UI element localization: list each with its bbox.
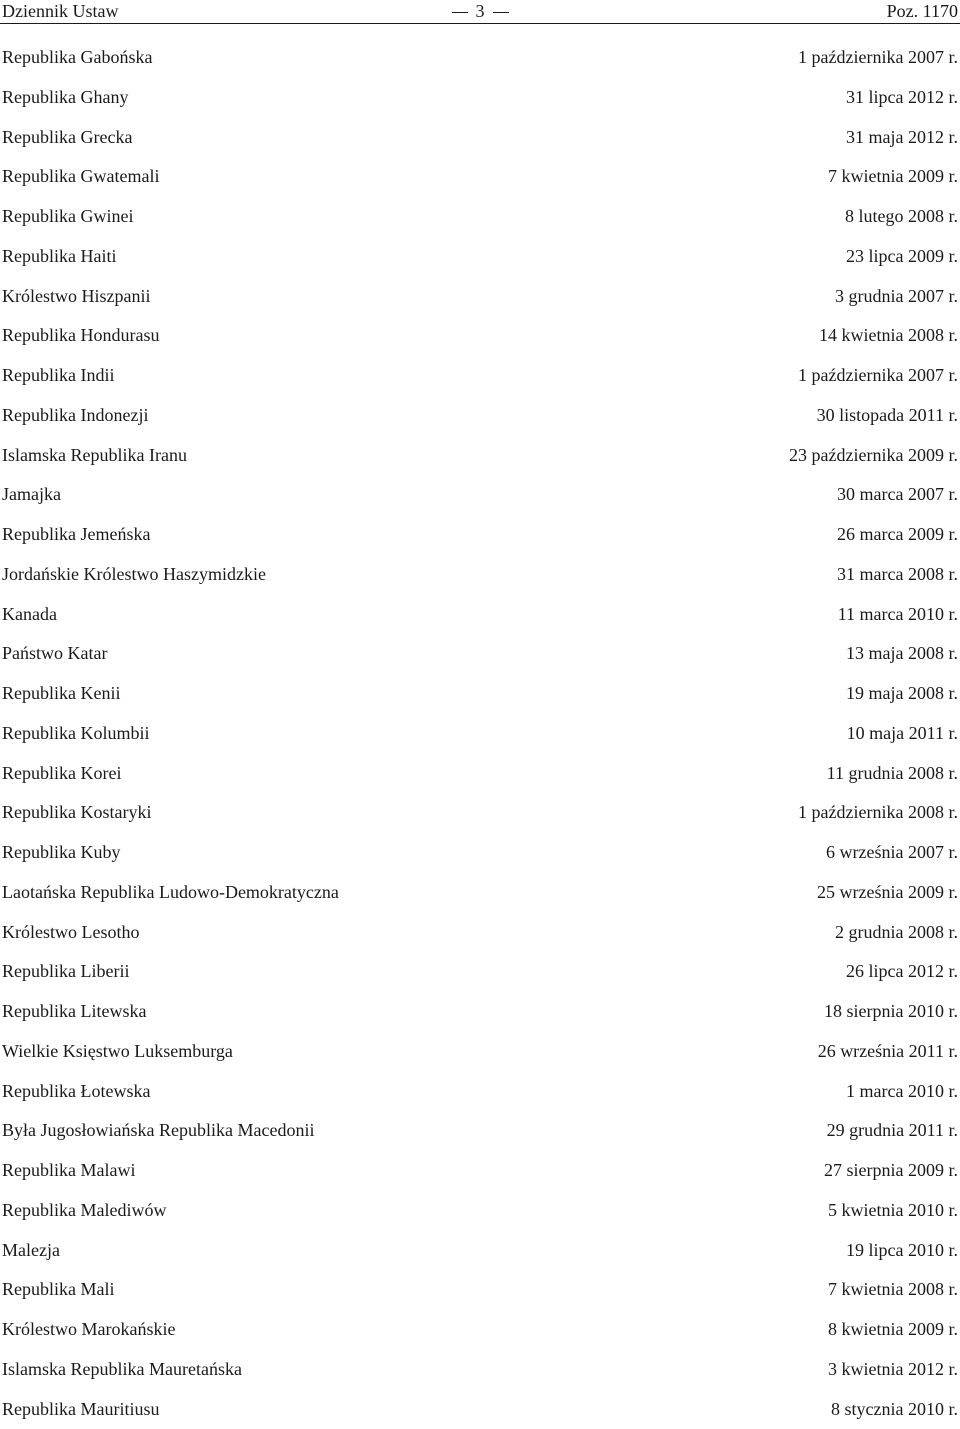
country-name: Republika Korei bbox=[2, 754, 121, 794]
list-item bbox=[0, 157, 960, 197]
country-name: Republika Mauritiusu bbox=[2, 1390, 159, 1429]
date-value: 7 kwietnia 2008 r. bbox=[828, 1270, 958, 1310]
list-item bbox=[0, 595, 960, 635]
country-name: Królestwo Marokańskie bbox=[2, 1310, 175, 1350]
date-value: 1 października 2007 r. bbox=[798, 356, 958, 396]
date-value: 25 września 2009 r. bbox=[817, 873, 958, 913]
country-name: Republika Gwatemali bbox=[2, 157, 159, 197]
date-value: 2 grudnia 2008 r. bbox=[835, 913, 958, 953]
list-item bbox=[0, 197, 960, 237]
list-item bbox=[0, 674, 960, 714]
country-name: Republika Jemeńska bbox=[2, 515, 150, 555]
country-name: Republika Haiti bbox=[2, 237, 116, 277]
date-value: 19 lipca 2010 r. bbox=[846, 1231, 958, 1271]
country-name: Republika Gabońska bbox=[2, 38, 152, 78]
country-name: Jordańskie Królestwo Haszymidzkie bbox=[2, 555, 266, 595]
page-number: 3 bbox=[476, 1, 485, 21]
country-name: Państwo Katar bbox=[2, 634, 107, 674]
country-name: Jamajka bbox=[2, 475, 61, 515]
list-item bbox=[0, 1072, 960, 1112]
date-value: 6 września 2007 r. bbox=[826, 833, 958, 873]
list-item bbox=[0, 475, 960, 515]
date-value: 5 kwietnia 2010 r. bbox=[828, 1191, 958, 1231]
list-item bbox=[0, 277, 960, 317]
date-value: 11 marca 2010 r. bbox=[838, 595, 958, 635]
country-name: Republika Malediwów bbox=[2, 1191, 166, 1231]
dash-left bbox=[452, 12, 468, 13]
list-item bbox=[0, 1111, 960, 1151]
list-item bbox=[0, 436, 960, 476]
date-value: 23 października 2009 r. bbox=[789, 436, 958, 476]
date-value: 31 marca 2008 r. bbox=[837, 555, 958, 595]
country-name: Republika Kostaryki bbox=[2, 793, 151, 833]
list-item bbox=[0, 1151, 960, 1191]
country-name: Republika Malawi bbox=[2, 1151, 135, 1191]
country-name: Królestwo Lesotho bbox=[2, 913, 139, 953]
country-name: Republika Indii bbox=[2, 356, 114, 396]
date-value: 1 października 2008 r. bbox=[798, 793, 958, 833]
list-item bbox=[0, 913, 960, 953]
list-item bbox=[0, 38, 960, 78]
country-name: Królestwo Hiszpanii bbox=[2, 277, 150, 317]
list-item bbox=[0, 634, 960, 674]
list-item bbox=[0, 1350, 960, 1390]
country-name: Republika Kenii bbox=[2, 674, 120, 714]
country-name: Była Jugosłowiańska Republika Macedonii bbox=[2, 1111, 314, 1151]
header-rule bbox=[0, 23, 960, 24]
date-value: 3 kwietnia 2012 r. bbox=[828, 1350, 958, 1390]
date-value: 18 sierpnia 2010 r. bbox=[824, 992, 958, 1032]
list-item bbox=[0, 992, 960, 1032]
date-value: 11 grudnia 2008 r. bbox=[827, 754, 958, 794]
date-value: 13 maja 2008 r. bbox=[846, 634, 958, 674]
list-item bbox=[0, 1032, 960, 1072]
page-number-wrap bbox=[0, 0, 960, 22]
list-item bbox=[0, 316, 960, 356]
date-value: 31 lipca 2012 r. bbox=[846, 78, 958, 118]
list-item bbox=[0, 237, 960, 277]
date-value: 30 marca 2007 r. bbox=[837, 475, 958, 515]
date-value: 27 sierpnia 2009 r. bbox=[824, 1151, 958, 1191]
country-date-list bbox=[0, 38, 960, 1429]
country-name: Republika Kuby bbox=[2, 833, 121, 873]
list-item bbox=[0, 952, 960, 992]
country-name: Republika Liberii bbox=[2, 952, 129, 992]
country-name: Republika Ghany bbox=[2, 78, 128, 118]
country-name: Kanada bbox=[2, 595, 57, 635]
date-value: 1 marca 2010 r. bbox=[846, 1072, 958, 1112]
list-item bbox=[0, 1270, 960, 1310]
date-value: 26 marca 2009 r. bbox=[837, 515, 958, 555]
list-item bbox=[0, 1191, 960, 1231]
date-value: 14 kwietnia 2008 r. bbox=[819, 316, 958, 356]
list-item bbox=[0, 873, 960, 913]
list-item bbox=[0, 714, 960, 754]
date-value: 10 maja 2011 r. bbox=[847, 714, 958, 754]
country-name: Islamska Republika Mauretańska bbox=[2, 1350, 242, 1390]
date-value: 31 maja 2012 r. bbox=[846, 118, 958, 158]
journal-title: Dziennik Ustaw bbox=[2, 0, 118, 22]
date-value: 8 kwietnia 2009 r. bbox=[828, 1310, 958, 1350]
country-name: Islamska Republika Iranu bbox=[2, 436, 187, 476]
date-value: 19 maja 2008 r. bbox=[846, 674, 958, 714]
country-name: Wielkie Księstwo Luksemburga bbox=[2, 1032, 233, 1072]
date-value: 26 września 2011 r. bbox=[818, 1032, 958, 1072]
dash-right bbox=[493, 12, 509, 13]
country-name: Republika Mali bbox=[2, 1270, 114, 1310]
page-header bbox=[0, 0, 960, 26]
list-item bbox=[0, 555, 960, 595]
list-item bbox=[0, 833, 960, 873]
country-name: Republika Hondurasu bbox=[2, 316, 159, 356]
list-item bbox=[0, 78, 960, 118]
country-name: Republika Kolumbii bbox=[2, 714, 150, 754]
list-item bbox=[0, 754, 960, 794]
list-item bbox=[0, 515, 960, 555]
list-item bbox=[0, 118, 960, 158]
country-name: Laotańska Republika Ludowo-Demokratyczna bbox=[2, 873, 339, 913]
date-value: 30 listopada 2011 r. bbox=[817, 396, 958, 436]
country-name: Republika Łotewska bbox=[2, 1072, 150, 1112]
country-name: Republika Gwinei bbox=[2, 197, 133, 237]
country-name: Malezja bbox=[2, 1231, 60, 1271]
date-value: 1 października 2007 r. bbox=[798, 38, 958, 78]
date-value: 3 grudnia 2007 r. bbox=[835, 277, 958, 317]
list-item bbox=[0, 396, 960, 436]
date-value: 23 lipca 2009 r. bbox=[846, 237, 958, 277]
list-item bbox=[0, 1390, 960, 1429]
date-value: 7 kwietnia 2009 r. bbox=[828, 157, 958, 197]
date-value: 8 stycznia 2010 r. bbox=[831, 1390, 958, 1429]
country-name: Republika Indonezji bbox=[2, 396, 148, 436]
list-item bbox=[0, 1231, 960, 1271]
list-item bbox=[0, 793, 960, 833]
date-value: 29 grudnia 2011 r. bbox=[827, 1111, 958, 1151]
date-value: 8 lutego 2008 r. bbox=[845, 197, 958, 237]
country-name: Republika Grecka bbox=[2, 118, 132, 158]
position-number: Poz. 1170 bbox=[887, 0, 958, 22]
date-value: 26 lipca 2012 r. bbox=[846, 952, 958, 992]
country-name: Republika Litewska bbox=[2, 992, 146, 1032]
list-item bbox=[0, 1310, 960, 1350]
list-item bbox=[0, 356, 960, 396]
